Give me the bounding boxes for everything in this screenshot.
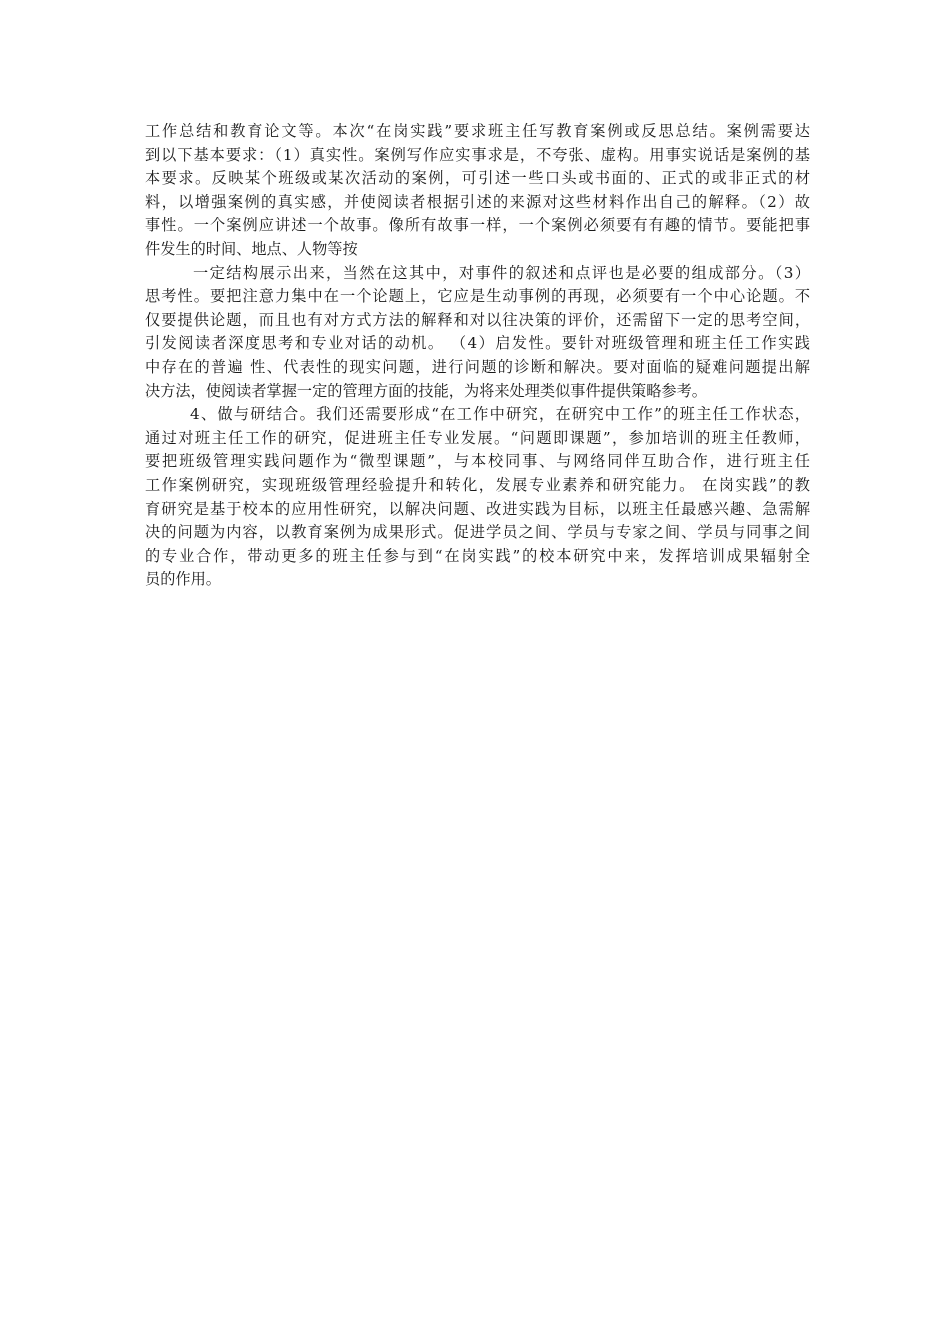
text-line: 本要求。反映某个班级或某次活动的案例，可引述一些口头或书面的、正式的或非正式的材 [145,169,810,188]
text-line: 引发阅读者深度思考和专业对话的动机。 （4）启发性。要针对班级管理和班主任工作实践 [145,334,810,353]
text-line: 料，以增强案例的真实感，并使阅读者根据引述的来源对这些材料作出自己的解释。（2）故 [145,192,810,211]
text-line: 员的作用。 [145,570,221,589]
text-line: 到以下基本要求：（1）真实性。案例写作应实事求是，不夸张、虚构。用事实说话是案例的基 [145,145,810,164]
paragraph-case-requirements [145,120,810,262]
text-line: 育研究是基于校本的应用性研究，以解决问题、改进实践为目标，以班主任最感兴趣、急需解 [145,499,810,518]
text-line: 通过对班主任工作的研究，促进班主任专业发展。“问题即课题”，参加培训的班主任教师， [145,428,810,447]
text-line: 中存在的普遍 性、代表性的现实问题，进行问题的诊断和解决。要对面临的疑难问题提出解 [145,357,810,376]
text-line: 决方法，使阅读者掌握一定的管理方面的技能，为将来处理类似事件提供策略参考。 [145,381,707,400]
text-line: 的专业合作，带动更多的班主任参与到“在岗实践”的校本研究中来，发挥培训成果辐射全 [145,546,810,565]
text-line: 思考性。要把注意力集中在一个论题上，它应是生动事例的再现，必须要有一个中心论题。不 [145,287,810,306]
text-line: 件发生的时间、地点、人物等按 [145,239,358,258]
text-line: 决的问题为内容，以教育案例为成果形式。促进学员之间、学员与专家之间、学员与同事之间 [145,523,810,542]
text-line: 一定结构展示出来，当然在这其中，对事件的叙述和点评也是必要的组成部分。（3） [193,263,810,282]
paragraph-thinking-inspiration [145,262,810,404]
text-line: 4、做与研结合。我们还需要形成“在工作中研究，在研究中工作”的班主任工作状态， [190,405,810,424]
text-line: 要把班级管理实践问题作为“微型课题”，与本校同事、与网络同伴互助合作，进行班主任 [145,452,810,471]
text-line: 工作案例研究，实现班级管理经验提升和转化，发展专业素养和研究能力。 在岗实践”的教 [145,475,810,494]
text-line: 事性。一个案例应讲述一个故事。像所有故事一样，一个案例必须要有有趣的情节。要能把事 [145,216,810,235]
paragraph-work-research [145,403,810,592]
text-line: 工作总结和教育论文等。本次“在岗实践”要求班主任写教育案例或反思总结。案例需要达 [145,122,810,140]
text-line: 仅要提供论题，而且也有对方式方法的解释和对以往决策的评价，还需留下一定的思考空间， [145,310,810,329]
document-body [145,120,810,592]
